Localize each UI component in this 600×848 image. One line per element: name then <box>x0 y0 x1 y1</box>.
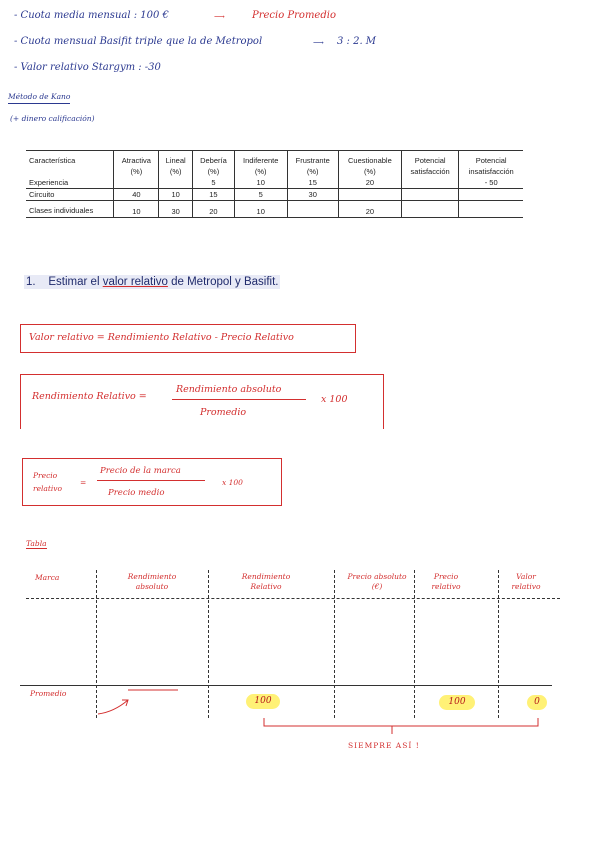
task-text-underlined: valor relativo <box>102 276 168 288</box>
table-cell: Clases individuales <box>26 201 114 218</box>
table-header-cell: (%) <box>114 166 159 177</box>
fraction-line <box>172 399 306 400</box>
table-cell <box>401 177 458 189</box>
formula-precio-lhs-1: Precio <box>33 471 58 480</box>
kano-table <box>26 150 523 218</box>
formula-precio-denominator: Precio medio <box>108 488 165 498</box>
formula-rendimiento-mult: x 100 <box>321 394 348 405</box>
table-cell: 20 <box>338 201 401 218</box>
table-cell: 20 <box>192 201 234 218</box>
note-line2-right: 3 : 2. M <box>337 36 377 47</box>
task-heading <box>24 276 280 288</box>
tabla-value-rendimiento-relativo: 100 <box>246 694 280 709</box>
table-row <box>26 177 523 189</box>
table-header-cell: Cuestionable <box>338 151 401 167</box>
tabla-footer-note: SIEMPRE ASÍ ! <box>348 741 420 750</box>
table-cell: - 50 <box>459 177 523 189</box>
tabla-column-divider <box>334 570 335 718</box>
formula-rendimiento-lhs: Rendimiento Relativo = <box>32 391 147 402</box>
formula-precio-eq: = <box>80 478 87 487</box>
formula-rendimiento-numerator: Rendimiento absoluto <box>176 384 282 395</box>
curved-arrow-icon <box>94 684 184 720</box>
table-cell: 30 <box>159 201 193 218</box>
table-cell <box>459 189 523 201</box>
tabla-header-rendimiento-absoluto: Rendimiento absoluto <box>127 572 177 591</box>
table-cell <box>338 189 401 201</box>
table-cell: 15 <box>192 189 234 201</box>
bracket-icon <box>262 716 542 740</box>
tabla-header-valor-relativo: Valor relativo <box>511 572 541 591</box>
arrow-icon: ⟶ <box>214 12 225 21</box>
table-cell: 5 <box>192 177 234 189</box>
table-cell <box>459 201 523 218</box>
table-cell <box>114 177 159 189</box>
table-header-cell: Atractiva <box>114 151 159 167</box>
tabla-column-divider <box>498 570 499 718</box>
table-header-cell: Potencial <box>459 151 523 167</box>
note-line1-left: - Cuota media mensual : 100 € <box>14 10 169 21</box>
task-number: 1. <box>26 276 36 288</box>
note-line2-left: - Cuota mensual Basifit triple que la de Metropol <box>14 36 263 47</box>
table-header-cell: Debería <box>192 151 234 167</box>
table-cell: 10 <box>234 201 287 218</box>
table-row <box>26 189 523 201</box>
task-text-post: de Metropol y Basifit. <box>167 276 279 288</box>
table-header-row <box>26 166 523 177</box>
tabla-value-valor-relativo: 0 <box>527 695 547 710</box>
task-text-pre: Estimar el <box>48 276 103 288</box>
table-header-cell <box>26 166 114 177</box>
formula-rendimiento-denominator: Promedio <box>200 407 247 418</box>
table-header-cell: Potencial <box>401 151 458 167</box>
table-header-cell: satisfacción <box>401 166 458 177</box>
table-cell: 10 <box>114 201 159 218</box>
formula-precio-numerator: Precio de la marca <box>100 466 181 476</box>
formula-valor-relativo: Valor relativo = Rendimiento Relativo - Precio Relativo <box>29 332 294 343</box>
table-cell: 5 <box>234 189 287 201</box>
table-header-cell: Característica <box>26 151 114 167</box>
method-title: Método de Kano <box>8 92 70 104</box>
tabla-header-rendimiento-relativo: Rendimiento Relativo <box>241 572 291 591</box>
table-cell: 30 <box>287 189 338 201</box>
table-cell <box>287 201 338 218</box>
tabla-header-marca: Marca <box>35 573 60 582</box>
table-cell: 10 <box>159 189 193 201</box>
formula-precio-mult: x 100 <box>222 478 243 487</box>
table-header-row <box>26 151 523 167</box>
tabla-column-divider <box>208 570 209 718</box>
tabla-column-divider <box>414 570 415 718</box>
table-cell: Experiencia <box>29 178 69 187</box>
tabla-promedio-label: Promedio <box>30 689 67 698</box>
tabla-divider <box>26 598 560 599</box>
tabla-header-precio-relativo: Precio relativo <box>431 572 461 591</box>
arrow-icon: ⟶ <box>313 38 324 47</box>
table-cell: Circuito <box>26 189 114 201</box>
method-subtitle: (+ dinero calificación) <box>10 114 95 123</box>
table-header-cell: Indiferente <box>234 151 287 167</box>
table-header-cell: (%) <box>234 166 287 177</box>
table-header-cell: (%) <box>338 166 401 177</box>
tabla-title: Tabla <box>26 539 47 548</box>
table-cell: 15 <box>287 177 338 189</box>
table-header-cell: (%) <box>287 166 338 177</box>
formula-precio-lhs-2: relativo <box>33 484 63 493</box>
note-line1-right: Precio Promedio <box>252 10 336 21</box>
table-cell <box>401 189 458 201</box>
table-header-cell: Lineal <box>159 151 193 167</box>
table-header-cell: (%) <box>159 166 193 177</box>
table-cell: 40 <box>114 189 159 201</box>
table-header-cell: Frustrante <box>287 151 338 167</box>
tabla-value-precio-relativo: 100 <box>439 695 475 710</box>
table-cell <box>401 201 458 218</box>
table-header-cell: insatisfacción <box>459 166 523 177</box>
table-cell: 20 <box>338 177 401 189</box>
table-header-cell: (%) <box>192 166 234 177</box>
table-cell: 10 <box>234 177 287 189</box>
fraction-line <box>97 480 205 481</box>
tabla-header-precio-absoluto: Precio absoluto (€) <box>347 572 407 591</box>
table-cell <box>159 177 193 189</box>
note-line3: - Valor relativo Stargym : -30 <box>14 62 161 73</box>
table-row <box>26 201 523 218</box>
